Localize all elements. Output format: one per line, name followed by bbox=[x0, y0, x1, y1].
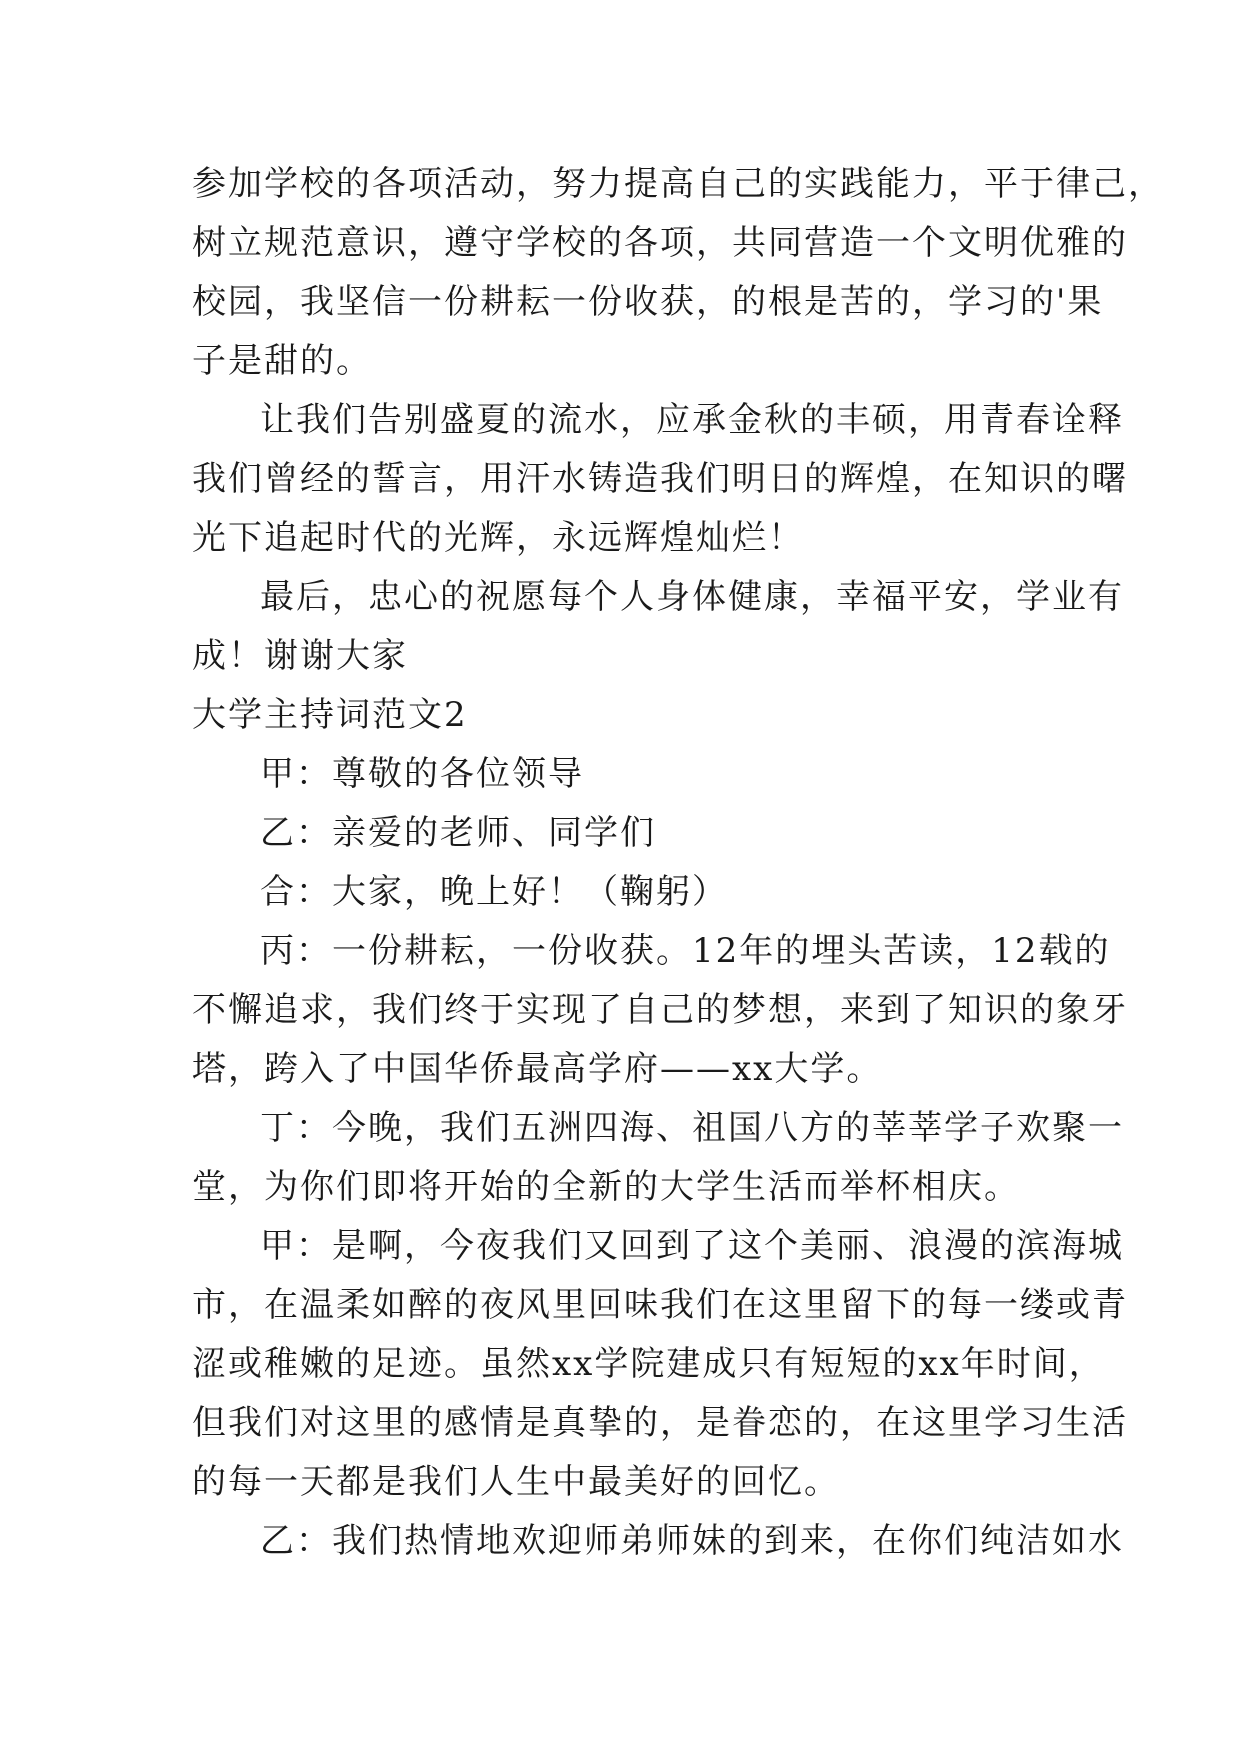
text-line: 丁：今晚，我们五洲四海、祖国八方的莘莘学子欢聚一 bbox=[260, 1108, 1124, 1148]
text-line: 校园，我坚信一份耕耘一份收获，的根是苦的，学习的'果 bbox=[192, 282, 1104, 322]
text-line: 成！谢谢大家 bbox=[192, 636, 408, 676]
text-line: 但我们对这里的感情是真挚的，是眷恋的，在这里学习生活 bbox=[192, 1403, 1128, 1443]
text-line: 让我们告别盛夏的流水，应承金秋的丰硕，用青春诠释 bbox=[260, 400, 1124, 440]
section-heading: 大学主持词范文2 bbox=[192, 695, 468, 735]
text-line: 甲：是啊，今夜我们又回到了这个美丽、浪漫的滨海城 bbox=[260, 1226, 1124, 1266]
text-line: 树立规范意识，遵守学校的各项，共同营造一个文明优雅的 bbox=[192, 223, 1128, 263]
text-line: 的每一天都是我们人生中最美好的回忆。 bbox=[192, 1462, 840, 1502]
text-line: 子是甜的。 bbox=[192, 341, 372, 381]
text-line: 乙：亲爱的老师、同学们 bbox=[260, 813, 656, 853]
text-line: 不懈追求，我们终于实现了自己的梦想，来到了知识的象牙 bbox=[192, 990, 1128, 1030]
text-line: 光下追起时代的光辉，永远辉煌灿烂！ bbox=[192, 518, 804, 558]
text-line: 最后，忠心的祝愿每个人身体健康，幸福平安，学业有 bbox=[260, 577, 1124, 617]
text-line: 堂，为你们即将开始的全新的大学生活而举杯相庆。 bbox=[192, 1167, 1020, 1207]
text-line: 乙：我们热情地欢迎师弟师妹的到来，在你们纯洁如水 bbox=[260, 1521, 1124, 1561]
text-line: 市，在温柔如醉的夜风里回味我们在这里留下的每一缕或青 bbox=[192, 1285, 1128, 1325]
text-line: 涩或稚嫩的足迹。虽然xx学院建成只有短短的xx年时间， bbox=[192, 1344, 1105, 1384]
text-line: 塔，跨入了中国华侨最高学府——xx大学。 bbox=[192, 1049, 883, 1089]
text-line: 合：大家，晚上好！（鞠躬） bbox=[260, 872, 728, 912]
document-page bbox=[192, 155, 1164, 1571]
text-line: 参加学校的各项活动，努力提高自己的实践能力，平于律己， bbox=[192, 164, 1164, 204]
text-line: 我们曾经的誓言，用汗水铸造我们明日的辉煌，在知识的曙 bbox=[192, 459, 1128, 499]
text-line: 丙：一份耕耘，一份收获。12年的埋头苦读，12载的 bbox=[260, 931, 1111, 971]
text-line: 甲：尊敬的各位领导 bbox=[260, 754, 584, 794]
